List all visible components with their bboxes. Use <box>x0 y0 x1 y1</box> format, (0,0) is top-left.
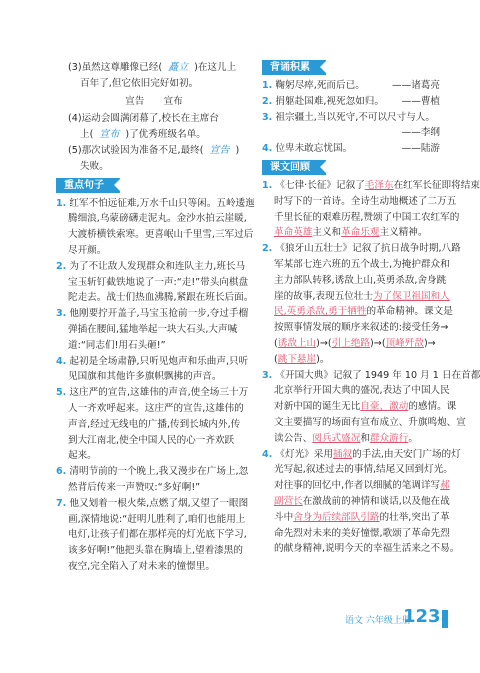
review-line <box>262 352 440 368</box>
review-line <box>262 478 450 494</box>
text: )→( <box>370 337 386 349</box>
text: 的革命精神。课文是 <box>366 306 453 318</box>
highlight-text: 引上绝路 <box>331 337 371 349</box>
text: 的壮举,突出了革 <box>379 511 450 523</box>
review-item-1 <box>262 178 480 241</box>
review-line: 千里长征的艰难历程,赞颂了中国工农红军的 <box>274 211 460 223</box>
sentence-line: 起来。 <box>68 450 97 462</box>
review-line <box>262 447 461 463</box>
section-title: 课文回顾 <box>270 161 310 173</box>
text: 《灯光》采用 <box>275 448 333 460</box>
item-number: 4. <box>262 448 273 460</box>
review-line: 主力部队转移,诱敌上山,英勇杀敌,舍身跳 <box>274 274 447 286</box>
quote-author: ——陆游 <box>401 143 440 155</box>
item-number: 4. <box>262 143 273 155</box>
highlight-text: 郝 <box>440 480 450 492</box>
review-line: 按照事情发展的顺序来叙述的:接受任务→ <box>274 322 449 334</box>
review-line <box>262 336 440 352</box>
text: )→( <box>316 337 332 349</box>
highlight-text: 跳下悬崖 <box>277 353 317 365</box>
question-5 <box>56 143 252 159</box>
highlight-text: 毛泽东 <box>364 179 394 191</box>
quote-text: 位卑未敢忘忧国。 <box>275 143 353 155</box>
item-number: 2. <box>262 243 273 255</box>
quote-author: ——诸葛亮 <box>392 80 440 91</box>
sentence-line <box>56 306 252 322</box>
sentence-line: 该多好啊!”他把头靠在胸墙上,望着漆黑的 <box>68 545 243 557</box>
question-5-cont: 失败。 <box>80 160 109 172</box>
text: 《狼牙山五壮士》记叙了抗日战争时期,八路 <box>275 243 461 255</box>
text: ( <box>274 353 278 365</box>
sentence-line: 电灯,让孩子们都在那样亮的灯光底下学习, <box>68 529 247 541</box>
quote-text: 捐躯赴国难,视死忽如归。 <box>275 95 384 107</box>
quote-2 <box>262 94 440 110</box>
question-3-cont: 百年了,但它依旧完好如初。 <box>80 77 199 89</box>
highlight-text: 民,英勇杀敌,勇于牺牲 <box>274 306 367 318</box>
item-number: 7. <box>56 497 67 509</box>
highlight-text: 插叙 <box>332 448 353 460</box>
item-number: 5. <box>56 387 67 399</box>
review-line: 文主要描写的场面有宣布成立、升旗鸣炮、宣 <box>274 416 466 428</box>
quote-text: 鞠躬尽瘁,死而后已。 <box>275 80 365 91</box>
review-line <box>262 304 453 320</box>
item-number: 2. <box>56 260 67 272</box>
question-3 <box>56 60 252 76</box>
review-line: 的献身精神,说明今天的幸福生活来之不易。 <box>274 543 460 555</box>
text: 读公告、 <box>274 432 313 444</box>
word-choices: 宣告 宣布 <box>125 95 183 107</box>
highlight-text: 革命乐观 <box>341 227 380 239</box>
question-text: (3)虽然这尊雕像已经( <box>68 62 163 73</box>
section-title: 重点句子 <box>64 179 104 191</box>
question-text: ) <box>235 144 240 156</box>
review-line: 光写起,叙述过去的事情,结尾又回到灯光。 <box>274 464 453 476</box>
review-line <box>262 510 450 526</box>
quote-text: 祖宗疆土,当以死守,不可以尺寸与人。 <box>275 111 435 123</box>
sentence-line: 见国旗和其他许多旗帜飘拂的声音。 <box>68 371 222 383</box>
key-sentence-item <box>56 385 252 464</box>
sentence-line: 陀走去。战士们热血沸腾,紧跟在班长后面。 <box>68 292 254 304</box>
review-line: 时写下的一首诗。全诗生动地概述了二万五 <box>274 195 457 207</box>
answer-text: 宣告 <box>209 144 230 156</box>
page-number: 123 <box>403 606 441 627</box>
text: 崖的故事,表现五位壮士 <box>274 290 373 302</box>
question-text: (5)那次试验因为准备不足,最终( <box>68 144 204 156</box>
text: 和 <box>360 432 370 444</box>
review-line <box>262 225 440 241</box>
text: 在激战前的神情和谈话,以及他在战 <box>302 495 450 507</box>
sentence-line: 到大江南北,使全中国人民的心一齐欢跃 <box>68 434 235 446</box>
key-sentence-item <box>56 196 255 259</box>
review-item-2 <box>262 241 461 367</box>
sentence-text: 为了不让敌人发现群众和连队主力,班长马 <box>69 260 246 272</box>
sentence-text: 他又划着一根火柴,点燃了烟,又望了一眼图 <box>69 497 249 509</box>
question-4: (4)运动会圆满闭幕了,校长在主席台 <box>68 113 219 125</box>
text: 。 <box>408 432 418 444</box>
review-line <box>262 241 461 257</box>
key-sentence-item <box>56 354 252 386</box>
sentence-text: 清明节前的一个晚上,我又漫步在广场上,忽 <box>69 466 249 478</box>
highlight-text: 副营长 <box>274 495 303 507</box>
question-text: )了优秀班级名单。 <box>125 129 206 141</box>
sentence-line <box>56 385 252 401</box>
question-4-cont <box>56 127 252 143</box>
text: 对往事的回忆中,作者以细腻的笔调详写 <box>274 480 441 492</box>
sentence-line <box>56 496 252 512</box>
key-sentence-item <box>56 464 252 496</box>
sentence-line: 然背后传来一声赞叹:“多好啊!” <box>68 481 201 493</box>
item-number: 1. <box>262 179 273 191</box>
review-line <box>262 289 450 305</box>
key-sentence-item <box>56 259 252 306</box>
sentence-line: 腾细浪,乌蒙磅礴走泥丸。金沙水拍云崖暖, <box>68 213 247 225</box>
quote-4 <box>262 141 440 157</box>
quote-3-author: ——李纲 <box>401 127 440 139</box>
item-number: 4. <box>56 355 67 367</box>
sentence-line <box>56 464 252 480</box>
sentence-line: 声音,经过无线电的广播,传到长城内外,传 <box>68 418 241 430</box>
quote-3 <box>262 110 440 126</box>
highlight-text: 自豪、激动 <box>360 401 409 413</box>
sentence-text: 红军不怕远征难,万水千山只等闲。五岭逶迤 <box>69 197 255 209</box>
text: 《七律·长征》记叙了 <box>275 179 365 191</box>
section-title: 背诵积累 <box>270 62 310 73</box>
page-footer <box>345 606 455 628</box>
text: 的感情。课 <box>408 401 457 413</box>
section-review-header <box>262 160 326 175</box>
right-column <box>262 60 480 557</box>
section-recite-header <box>262 60 326 75</box>
sentence-line: 夜空,完全陷入了对未来的憧憬里。 <box>68 560 215 572</box>
question-text: 上( <box>80 129 94 141</box>
key-sentences-list <box>56 196 255 575</box>
quote-1 <box>262 78 440 94</box>
text: )。 <box>316 353 330 365</box>
review-item-3 <box>262 368 480 447</box>
review-line <box>262 399 457 415</box>
highlight-text: 群众游行 <box>369 432 409 444</box>
sentence-line: 大渡桥横铁索寒。更喜岷山千里雪,三军过后 <box>68 229 254 241</box>
text: ( <box>274 337 278 349</box>
text: 在红军长征即将结束 <box>393 179 480 191</box>
item-number: 1. <box>262 80 273 91</box>
sentence-line: 道:“同志们!用石头砸!” <box>68 339 166 351</box>
text: 的手法,由天安门广场的灯 <box>352 448 461 460</box>
review-line: 北京举行开国大典的盛况,表达了中国人民 <box>274 385 450 397</box>
sentence-text: 起初是全场肃静,只听见炮声和乐曲声,只听 <box>69 355 249 367</box>
sentence-text: 他刚要拧开盖子,马宝玉抢前一步,夺过手榴 <box>69 308 249 320</box>
key-sentence-item <box>56 496 252 575</box>
sentence-line: 宝玉斩钉截铁地说了一声:“走!”带头向棋盘 <box>68 276 249 288</box>
review-line: 军某部七连六班的五个战士,为掩护群众和 <box>274 258 450 270</box>
answer-text: 矗立 <box>168 62 189 73</box>
sentence-line: 画,深情地说:“赶明儿胜利了,咱们也能用上 <box>68 513 246 525</box>
review-line <box>262 368 480 384</box>
highlight-text: 阅兵式盛况 <box>312 432 361 444</box>
text: 斗中 <box>274 511 294 523</box>
text: 主义和 <box>312 227 342 239</box>
question-text: )在这儿上 <box>194 62 237 73</box>
footer-label: 语文 六年级上册 <box>345 616 411 626</box>
text: )→ <box>423 337 436 349</box>
review-line <box>262 431 440 447</box>
left-column <box>56 60 255 575</box>
item-number: 3. <box>56 308 67 320</box>
text: 对新中国的诞生无比 <box>274 401 361 413</box>
sentence-line: 人一齐欢呼起来。这庄严的宣告,这雄伟的 <box>68 402 244 414</box>
review-line <box>262 494 450 510</box>
highlight-text: 舍身为后续部队引路 <box>293 511 380 523</box>
sentence-line: 弹插在腰间,猛地举起一块大石头,大声喊 <box>68 323 238 335</box>
text: 《开国大典》记叙了 1949 年 10 月 1 日在首都 <box>275 369 480 381</box>
sentence-line <box>56 259 252 275</box>
review-item-4 <box>262 447 461 558</box>
footer-bar <box>442 610 448 628</box>
section-key-sentences-header <box>56 178 120 193</box>
item-number: 2. <box>262 95 273 107</box>
item-number: 3. <box>262 111 273 123</box>
highlight-text: 革命英雄 <box>274 227 313 239</box>
review-line <box>262 178 480 194</box>
sentence-line <box>56 354 252 370</box>
highlight-text: 为了保卫祖国和人 <box>373 290 450 302</box>
text: 主义精神。 <box>379 227 428 239</box>
highlight-text: 顶峰歼敌 <box>385 337 424 349</box>
review-line: 命先烈对未来的美好憧憬,歌颂了革命先烈 <box>274 527 450 539</box>
item-number: 3. <box>262 369 273 381</box>
quote-author: ——曹植 <box>401 95 440 107</box>
item-number: 6. <box>56 466 67 478</box>
answer-text: 宣布 <box>99 129 120 141</box>
sentence-line: 尽开颜。 <box>68 244 107 256</box>
sentence-text: 这庄严的宣告,这雄伟的声音,使全场三十万 <box>69 387 249 399</box>
sentence-line <box>56 196 255 212</box>
highlight-text: 诱敌上山 <box>277 337 317 349</box>
item-number: 1. <box>56 197 67 209</box>
key-sentence-item <box>56 306 252 353</box>
